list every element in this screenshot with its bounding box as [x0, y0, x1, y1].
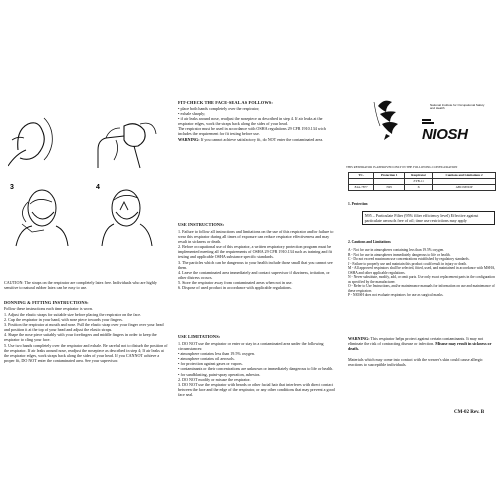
fit-warning-label: WARNING: — [178, 136, 200, 142]
donning-step: 2. Cup the respirator in your hand, with nose piece towards your fingers. — [4, 317, 123, 323]
warning-text: This respirator helps protect against certain contaminants. It may not eliminate the risk of contracting disease or infection. — [348, 336, 484, 347]
table-cell: N95 — [374, 184, 405, 190]
materials-note: Materials which may come into contact with the wearer's skin could cause allergic reactions to susceptible individuals. — [348, 357, 483, 368]
cautions-title: 2. Cautions and Limitations — [348, 240, 391, 244]
donning-steps — [4, 312, 168, 363]
caution-item: O - Refer to Use Instructions, and/or maintenance manuals for information on use and maintenance of these respirators — [348, 284, 495, 293]
use-item: 4. Leave the contaminated area immediately and contact supervisor if dizziness, irritation, or other distress occurs. — [178, 269, 330, 280]
caution-item: B - Not for use in atmospheres immediately dangerous to life or health. — [348, 252, 451, 257]
donning-title: DONNING & FITTING INSTRUCTIONS: — [4, 300, 89, 305]
table-cell: X — [405, 184, 433, 190]
latex-caution: CAUTION: The straps on the respirator are completely latex free. Individuals who are highly sensitive to natural rubber latex can be easy to use. — [4, 280, 157, 291]
illustration-step-3 — [8, 182, 74, 248]
donning-step: 1. Adjust the elastic straps for suitable size before placing the respirator on the face. — [4, 312, 142, 317]
limitation-item: 2. DO NOT modify or misuse the respirator. — [178, 376, 251, 382]
fit-item: • place both hands completely over the respirator; — [178, 106, 260, 111]
caution-item: N - Never substitute, modify, add, or omit parts. Use only exact replacement parts in the configuration as specified by the manufacturer. — [348, 275, 495, 284]
use-item: 6. Dispose of used product in accordance with applicable regulations. — [178, 285, 292, 291]
approval-table — [348, 172, 496, 191]
use-item: 3. The particles which can be dangerous to your health include those small that you cannot see them. — [178, 259, 333, 270]
cautions-list — [348, 248, 498, 298]
warning-emphasis: Misuse may result in sickness or death. — [348, 341, 492, 352]
caution-item: J - Failure to properly use and maintain this product could result in injury or death. — [348, 261, 467, 266]
donning-step: 5. Use two hands completely over the respirator and exhale. Be careful not to disturb the position of the respirator. If air leaks around nose, readjust the nosepiece as described in step 4; If air leaks at the respirator edges, work straps back along the sides of your head. If you CANNOT achieve a proper fit, DO NOT enter the contaminated area. See your supervisor. — [4, 342, 168, 363]
limitation-item: • for protection against gases or vapors. — [178, 361, 243, 367]
caution-item: P - NIOSH does not evaluate respirators for use as surgical masks. — [348, 293, 444, 297]
donning-intro: Follow these instructions each time respirator is worn. — [4, 306, 93, 311]
niosh-wordmark: NIOSH — [422, 126, 468, 143]
hhs-emblem — [372, 96, 406, 142]
fit-warning — [178, 137, 336, 142]
use-item: 2. Before occupational use of this respirator, a written respiratory protection program must be implemented meeting all the requirements of OSHA 29 CFR 1910.134 such as training and fit testing and applicable OSHA substance specific standards. — [178, 244, 333, 260]
caution-item: A - Not for use in atmospheres containing less than 19.5% oxygen. — [348, 248, 445, 252]
table-cell: ABCJMNOP — [433, 184, 496, 190]
use-limitations-title: USE LIMITATIONS: — [178, 334, 221, 339]
limitation-item: • atmosphere contains less than 19.5% oxygen. — [178, 351, 255, 357]
fit-check-title: FIT-CHECK THE FACE-SEAL AS FOLLOWS: — [178, 100, 273, 105]
protection-title: 1. Protection — [348, 202, 368, 206]
niosh-subtitle: National Institute for Occupational Safety and Health — [430, 103, 485, 111]
caution-item: M - All approved respirators shall be selected, fitted, used, and maintained in accordance with MSHA, OSHA and other applicable regulations. — [348, 266, 496, 275]
approval-table-row — [349, 184, 496, 190]
illustration-step-4 — [94, 182, 160, 248]
table-header-cell: Respirator — [405, 173, 433, 179]
use-item: 5. Store the respirator away from contaminated areas when not in use. — [178, 279, 293, 285]
limitation-item: • atmosphere contains oil aerosols. — [178, 356, 235, 362]
caution-item: C - Do not exceed maximum use concentrations established by regulatory standards. — [348, 257, 470, 261]
warning-label: WARNING: — [348, 336, 370, 341]
illustration-step-1 — [8, 110, 74, 170]
limitation-item: • contaminants or their concentrations are unknown or immediately dangerous to life or health. — [178, 366, 334, 372]
use-instructions-title: USE INSTRUCTIONS: — [178, 222, 225, 227]
fit-item: • exhale sharply; — [178, 111, 206, 117]
donning-illustrations — [0, 104, 168, 254]
use-instructions-items — [178, 229, 336, 290]
donning-step: 3. Position the respirator at mouth and nose. Pull the elastic strap over your finger over your head and position it at the top of your head and adjust the elastic straps. — [4, 322, 164, 333]
protection-box: N95 – Particulate Filter (95% filter efficiency level) Effective against particulate aerosols free of oil; time use restrictions may apply — [362, 211, 495, 225]
table-header-cell: TC- — [349, 173, 374, 179]
limitation-item: • for sandblasting, paint-spray operation, asbestos. — [178, 371, 261, 377]
warning-block — [348, 336, 498, 351]
limitation-item: 3. DO NOT use the respirator with beards or other facial hair that interferes with direct contact between the face and the edge of the respirator, or any other conditions that may prevent a good face seal. — [178, 381, 335, 397]
limitation-item: 1. DO NOT use the respirator or enter or stay in a contaminated area under the following circumstances: — [178, 341, 324, 352]
fit-warning-text: If you cannot achieve satisfactory fit, do NOT enter the contaminated area. — [199, 136, 324, 142]
niosh-bar — [422, 119, 431, 121]
fit-check-items — [178, 106, 336, 142]
fit-item: • if air leaks around nose, readjust the nosepiece as described in step 4. If air leaks at the respirator edges, work the straps back along the sides of your head. — [178, 116, 323, 127]
illustration-step-2 — [94, 110, 160, 170]
donning-step: 4. Shape the nose piece suitably with your forefingers and middle fingers in order to keep the respirator to cling your face. — [4, 332, 157, 343]
table-header-cell: Cautions and Limitations 2 — [433, 173, 496, 179]
table-cell: 84A-7877 — [349, 184, 374, 190]
svg-text:4: 4 — [96, 184, 100, 191]
use-item: 1. Failure to follow all instructions and limitations on the use of this respirator and/or failure to wear this respirator during all times of exposure can reduce respirator effectiveness and may result in sickness or death. — [178, 229, 334, 245]
approval-line: THIS RESPIRATOR IS APPROVED ONLY IN THE FOLLOWING CONFIGURATION — [346, 165, 458, 169]
fit-item: The respirator must be used in accordance with OSHA regulations 29 CFR 1910.134 wich includes the requirement for fit testing before use. — [178, 126, 326, 137]
svg-text:3: 3 — [10, 184, 14, 191]
document-code: CM-02 Rev. B — [454, 410, 485, 415]
use-limitations-items — [178, 341, 336, 397]
table-header-cell: Protection 1 — [374, 173, 405, 179]
niosh-logo — [420, 102, 498, 142]
table-cell: ZYB-11 — [405, 178, 433, 184]
niosh-bar — [422, 122, 434, 124]
